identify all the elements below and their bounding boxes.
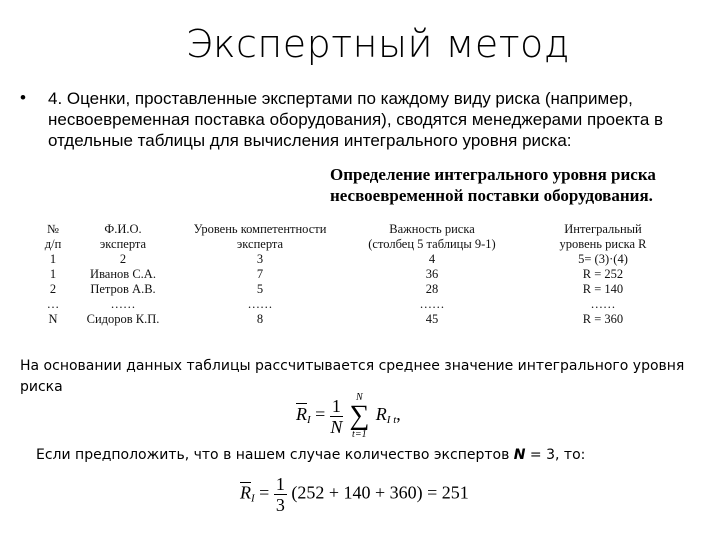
formula2-lhs-sub: I [251,492,255,505]
table-cell: …… [419,297,445,311]
table-column-importance [352,222,512,327]
table-title-line-2: несвоевременной поставки оборудования. [330,186,653,205]
formula2-denominator: 3 [275,495,285,515]
table-cell: 2 [49,282,57,296]
formula2-lhs: $\overline{R}$ [240,482,251,503]
table-cell: Интегральный [564,222,642,236]
table-cell: эксперта [236,237,284,251]
formula-denominator: N [330,416,343,437]
table-cell: 7 [256,267,264,281]
sigma-symbol: ∑ [349,400,370,431]
table-column-number [38,222,68,327]
formula-term: R [375,404,387,425]
table-title-line-1: Определение интегрального уровня риска [330,165,656,184]
formula-sum [349,392,369,440]
table-cell: 1 [49,267,57,281]
table-column-competence [180,222,340,327]
table-cell: Важность риска [389,222,475,236]
table-cell: R = 252 [582,267,624,281]
formula-equals: = [315,404,326,425]
bullet-text: 4. Оценки, проставленные экспертами по каждому виду риска (например, несвоевременная поставка оборудования), сводятся менеджерами проекта в отдельные таблицы для вычисления интегрального уровня риска: [48,89,664,150]
formula-lhs-sub: I [307,414,311,427]
assumption-text-a: Если предположить, что в нашем случае количество экспертов [36,447,514,463]
table-cell: эксперта [99,237,147,251]
bullet-marker: • [20,88,26,107]
sum-upper: N [355,392,363,403]
table-cell: 5 [256,282,264,296]
table-column-name [78,222,168,327]
formula-result [240,474,469,515]
table-cell: (столбец 5 таблицы 9-1) [368,237,496,251]
table-cell: 3 [256,252,264,266]
table-cell: …… [247,297,273,311]
formula2-fraction [274,474,287,515]
paragraph-assumption [36,447,716,463]
table-title [330,164,690,206]
table-cell: Ф.И.О. [104,222,142,236]
table-cell: Уровень компетентности [193,222,327,236]
formula-tail: , [396,404,401,425]
assumption-n: N [513,447,526,463]
table-cell: …… [590,297,616,311]
table-cell: 8 [256,312,264,326]
table-cell: Петров А.В. [90,282,156,296]
formula-term-sub: I t [386,414,397,427]
table-cell: № [47,222,59,236]
table-cell: R = 140 [582,282,624,296]
slide-title: Экспертный метод [185,22,571,66]
table-cell: уровень риска R [559,237,647,251]
formula-average [296,392,401,440]
table-cell: 45 [425,312,439,326]
paragraph-average: На основании данных таблицы рассчитывается среднее значение интегрального уровня риска [20,358,685,395]
table-cell: 36 [425,267,439,281]
table-cell: 28 [425,282,439,296]
sum-lower: t=1 [352,429,367,440]
table-cell: д/п [44,237,62,251]
table-cell: Иванов С.А. [90,267,156,281]
table-cell: R = 360 [582,312,624,326]
assumption-text-b: = 3, то: [525,447,586,463]
table-cell: 1 [49,252,57,266]
formula-fraction [330,396,343,437]
table-column-integral [528,222,678,327]
table-cell: Сидоров К.П. [86,312,160,326]
table-cell: … [46,297,60,311]
table-cell: …… [110,297,136,311]
table-cell: 2 [119,252,127,266]
table-cell: 4 [428,252,436,266]
formula-numerator: 1 [331,395,341,416]
formula2-body: (252 + 140 + 360) = 251 [291,482,469,503]
formula2-equals: = [259,482,270,503]
table-cell: 5= (3)·(4) [578,252,628,266]
formula2-numerator: 1 [275,474,285,494]
table-cell: N [48,312,58,326]
formula-lhs: $\overline{R}$ [296,404,307,425]
